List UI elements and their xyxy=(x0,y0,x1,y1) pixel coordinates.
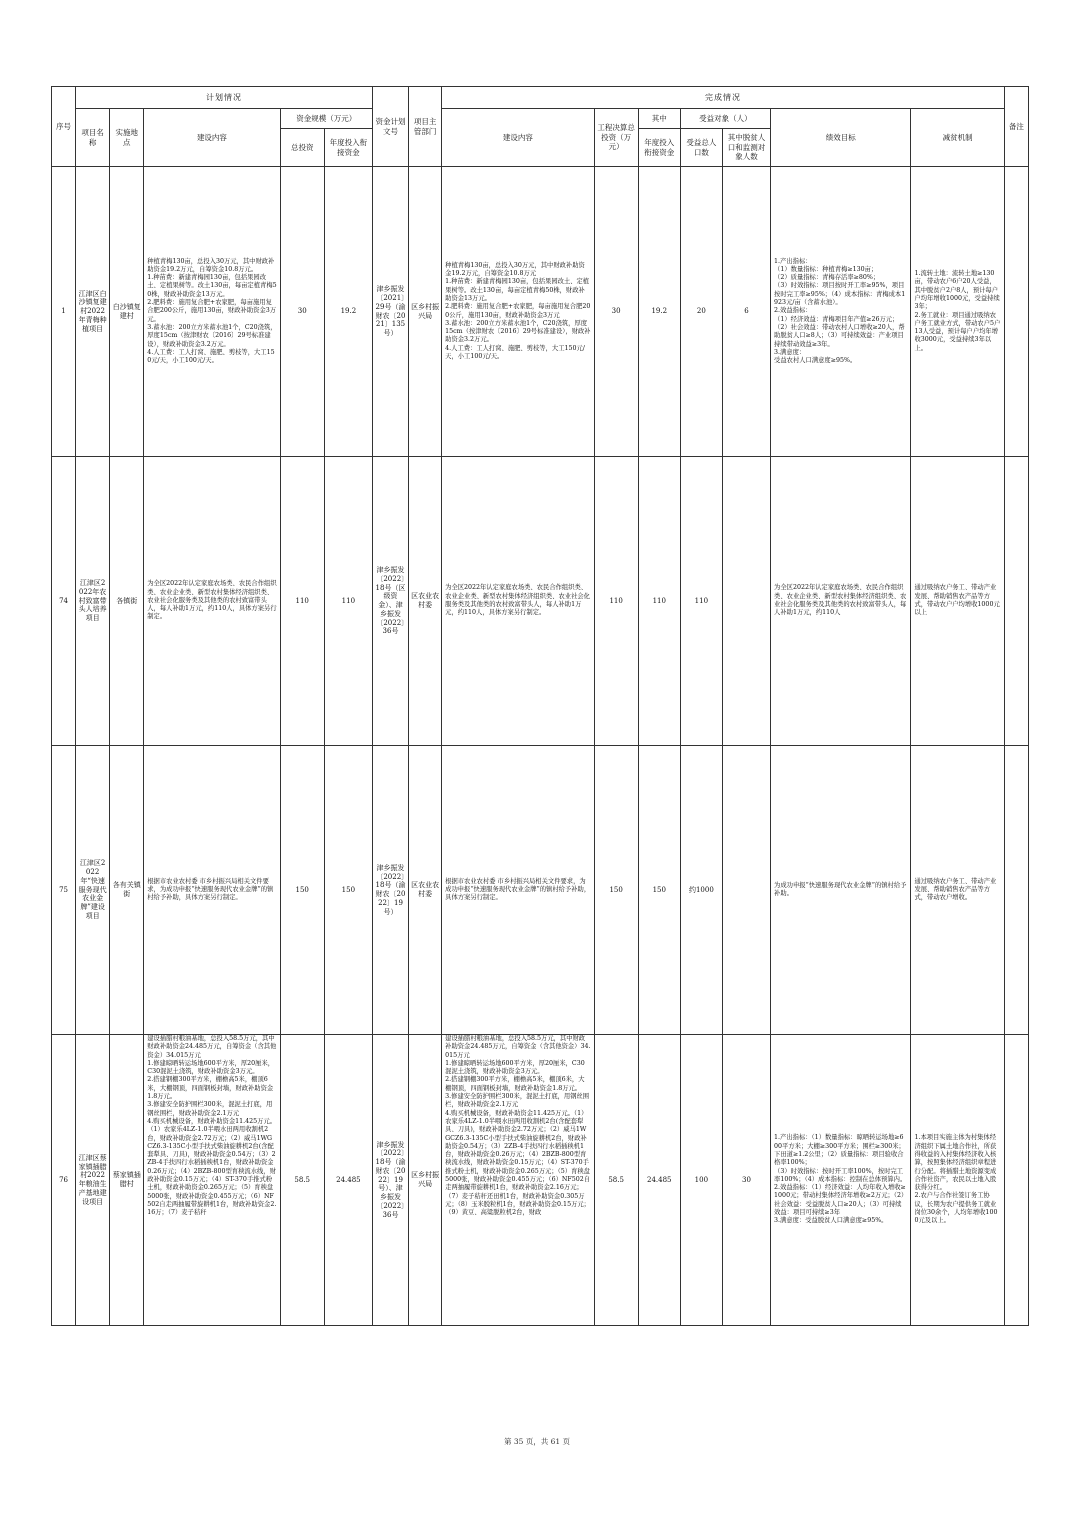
cell-seq: 74 xyxy=(52,457,76,746)
col-among: 其中 xyxy=(638,109,680,129)
cell-dept: 区农业农村委 xyxy=(409,457,442,746)
cell-dept: 区农业农村委 xyxy=(409,746,442,1035)
cell-benef-total: 100 xyxy=(680,1035,722,1326)
col-location: 实施地点 xyxy=(110,109,144,167)
cell-name: 江津区白沙镇复建村2022年青梅种植项目 xyxy=(76,167,110,457)
col-fund-scale: 资金规模（万元） xyxy=(280,109,372,129)
table-row xyxy=(52,457,1029,746)
cell-remark xyxy=(1004,457,1028,746)
cell-content: 建设插腊村粮油基地，总投入58.5万元，其中财政补助资金24.485万元，自筹资金（含其他资金）34.015万元 1.修建晾晒转运场地600平方米，厚20厘米，C30混泥土浇筑，财政补助资金3万元。 2.搭建钢棚300平方米，棚檐高5米，棚顶6米，大棚钢顶，四面钢板封墙，财政补助资金1.8万元。 3.修建安全防护围栏300米，混泥土打底，用钢丝围栏，财政补助资金2.1万元 4.购买机械设备，财政补助资金11.425万元。（1）农家乐4LZ-1.0半喂水田两用收割机2台，财政补助资金2.72万元；（2）威马1WGCZ6.3-135C小型手扶式柴油旋耕机2台(含配套犁具、刀具)，财政补助资金0.54万；（3）2ZB-4手扶四行水稻插秧机1台，财政补助资金0.26万元；（4）2BZB-800型育秧流水线，财政补助资金0.15万元；（4）ST-370手推式粉土机，财政补助资金0.265万元；（5）育秧盘5000张，财政补助资金0.455万元；（6）NF502自走两抽履带旋耕机1台，财政补助资金2.16万；（7）麦子秸秆 xyxy=(144,1035,280,1326)
cell-settle: 58.5 xyxy=(594,1035,638,1326)
cell-settle: 150 xyxy=(594,746,638,1035)
cell-settle: 30 xyxy=(594,167,638,457)
cell-annual: 19.2 xyxy=(324,167,372,457)
cell-annual-done: 150 xyxy=(638,746,680,1035)
cell-mechanism: 1.本项目实施主体为村集体经济组织下属土地合作社，所获得收益的入村集体经济收入核算，按照集体经济组织章程进行分配。将插腊土地资源变成合作社资产，农民以土地入股获得分红。 2.农户与合作社签订务工协议，长期为农户提供务工就业岗位30余个，人均年增收1000元及以上。 xyxy=(911,1035,1004,1326)
cell-annual-done: 110 xyxy=(638,457,680,746)
cell-content-done: 建设插腊村粮油基地，总投入58.5万元，其中财政补助资金24.485万元，自筹资金（含其他资金）34.015万元 1.修建晾晒转运场地600平方米，厚20厘米，C30混泥土浇筑，财政补助资金3万元。 2.搭建钢棚300平方米，棚檐高5米，棚顶6米，大棚钢顶，四面钢板封墙，财政补助资金1.8万元。 3.修建安全防护围栏300米，混泥土打底，用钢丝围栏，财政补助资金2.1万元 4.购买机械设备，财政补助资金11.425万元。（1）农家乐4LZ-1.0半喂水田两用收割机2台(含配套犁具、刀具)，财政补助资金2.72万元；（2）威马1WGCZ6.3-135C小型手扶式柴油旋耕机2台，财政补助资金0.54万；（3）2ZB-4手扶四行水稻插秧机1台，财政补助资金0.26万元；（4）2BZB-800型育秧流水线，财政补助资金0.15万元；（4）ST-370手推式粉土机，财政补助资金0.265万元；（5）育秧盘5000张，财政补助资金0.455万元；（6）NF502自走两抽履带旋耕机1台，财政补助资金2.16万元；（7）麦子秸秆还田机1台，财政补助资金0.305万元；（8）玉米脱粒机1台，财政补助资金0.15万元；（9）黄豆、高粱脱粒机2台，财政 xyxy=(442,1035,594,1326)
cell-goals: 1.产出指标： （1）数量指标：种植青梅≥130亩； （2）质量指标：青梅存活率≥80%； （3）时效指标：项目按时开工率≥95%，项目按时完工率≥95%；（4）成本指标：青梅成本1923元/亩（含蓄水池）。 2.效益指标： （1）经济效益：青梅项目年产值≥26万元；（2）社会效益：带动农村人口增收≥20人，帮助脱贫人口≥8人；（3）可持续效益：产业项目持续带动效益≥3年。 3.满意度： 受益农村人口满意度≥95%。 xyxy=(771,167,911,457)
cell-benef-total: 约1000 xyxy=(680,746,722,1035)
cell-benef-poor: 6 xyxy=(722,167,770,457)
cell-doc: 津乡振发〔2021〕29号（渝财农〔2021〕135号） xyxy=(372,167,408,457)
table-row xyxy=(52,167,1029,457)
col-remark: 备注 xyxy=(1004,87,1028,167)
cell-mechanism: 1.流转土地：流转土地≥130亩，带动农户6户20人受益，其中脱贫户2户8人，预计每户户均年增收1000元，受益持续3年； 2.务工就业：项目通过吸纳农户务工就业方式，带动农户5户13人受益，预计每户户均年增收3000元，受益持续3年以上。 xyxy=(911,167,1004,457)
cell-mechanism: 通过吸纳农户务工、带动产业发展、帮助销售农产品等方式，带动农户户均增收1000元以上 xyxy=(911,457,1004,746)
cell-location: 各有关镇街 xyxy=(110,746,144,1035)
col-seq: 序号 xyxy=(52,87,76,167)
col-beneficiaries: 受益对象（人） xyxy=(680,109,770,129)
cell-content-done: 为全区2022年认定家庭农场类、农民合作组织类、农业企业类、新型农村集体经济组织类、农业社会化服务类及其他类的农村致富带头人，每人补助1万元，约110人，具体方案另行制定。 xyxy=(442,457,594,746)
cell-location: 白沙镇复建村 xyxy=(110,167,144,457)
cell-remark xyxy=(1004,746,1028,1035)
group-plan: 计划情况 xyxy=(76,87,373,109)
cell-seq: 76 xyxy=(52,1035,76,1326)
cell-benef-poor: 30 xyxy=(722,1035,770,1326)
cell-annual-done: 24.485 xyxy=(638,1035,680,1326)
cell-remark xyxy=(1004,167,1028,457)
cell-location: 各镇街 xyxy=(110,457,144,746)
header-row-1 xyxy=(52,87,1029,109)
cell-content-done: 根据市农业农村委 市乡村振兴局相关文件要求，为成功申报“快速服务现代农业金牌”的镇村给予补助，具体方案另行制定。 xyxy=(442,746,594,1035)
group-complete: 完成情况 xyxy=(442,87,1005,109)
col-mechanism: 减贫机制 xyxy=(911,109,1004,167)
col-benef-total: 受益总人口数 xyxy=(680,129,722,167)
cell-mechanism: 通过吸纳农户务工、带动产业发展、帮助销售农产品等方式，带动农户增收。 xyxy=(911,746,1004,1035)
cell-doc: 津乡振发〔2022〕18号（区级资金）、津乡振发〔2022〕36号 xyxy=(372,457,408,746)
cell-goals: 为全区2022年认定家庭农场类、农民合作组织类、农业企业类、新型农村集体经济组织类、农业社会化服务类及其他类的农村致富带头人，每人补助1万元，约110人 xyxy=(771,457,911,746)
col-plan-doc: 资金计划文号 xyxy=(372,87,408,167)
project-table xyxy=(51,86,1029,1326)
cell-annual: 24.485 xyxy=(324,1035,372,1326)
col-total-invest: 总投资 xyxy=(280,129,324,167)
cell-goals: 1.产出指标：（1）数量指标：晾晒转运场地≥600平方米；大棚≥300平方米；围栏≥300米；下田道≥1.2公里；（2）质量指标：项目验收合格率100%； （3）时效指标：按时开工率100%，按时完工率100%；（4）成本指标：控制在总体预算内。 2.效益指标：（1）经济效益：人均年收入增收≥1000元；带动村集体经济年增收≥2万元；（2）社会效益：受益脱贫人口≥20人；（3）可持续效益：项目可持续≥3年 3.满意度：受益脱贫人口满意度≥95%。 xyxy=(771,1035,911,1326)
cell-benef-total: 20 xyxy=(680,167,722,457)
cell-doc: 津乡振发〔2022〕18号（渝财农〔2022〕19号） xyxy=(372,746,408,1035)
cell-seq: 75 xyxy=(52,746,76,1035)
cell-content: 根据市农业农村委 市乡村振兴局相关文件要求，为成功申报“快速服务现代农业金牌”的镇村给予补助，具体方案另行制定。 xyxy=(144,746,280,1035)
cell-name: 江津区2022年农村致富带头人培养项目 xyxy=(76,457,110,746)
col-benef-poor: 其中脱贫人口和监测对象人数 xyxy=(722,129,770,167)
cell-seq: 1 xyxy=(52,167,76,457)
cell-dept: 区乡村振兴局 xyxy=(409,167,442,457)
cell-annual-done: 19.2 xyxy=(638,167,680,457)
header-row-2 xyxy=(52,109,1029,129)
cell-annual: 110 xyxy=(324,457,372,746)
cell-total: 150 xyxy=(280,746,324,1035)
col-goals: 绩效目标 xyxy=(771,109,911,167)
cell-content: 种植青梅130亩，总投入30万元，其中财政补助资金19.2万元，自筹资金10.8万元。 1.种苗费：新建青梅园130亩，包括果园改土、定植果树等。改土130亩，每亩定植青梅50株，财政补助资金13万元。 2.肥料费：施用复合肥+农家肥，每亩施用复合肥200公斤，施用130亩，财政补助资金3万元。 3.蓄水池：200立方米蓄水池1个，C20浇筑，厚度15cm（按津财农〔2016〕29号标准建设），财政补助资金3.2万元。 4.人工费：工人打窝、施肥、剪枝等，大工150元/天，小工100元/天。 xyxy=(144,167,280,457)
cell-content-done: 种植青梅130亩，总投入30万元，其中财政补助资金19.2万元，自筹资金10.8万元 1.种苗费：新建青梅园130亩，包括果园改土、定植果树等。改土130亩，每亩定植青梅50株，财政补助资金13万元。 2.肥料费：施用复合肥+农家肥，每亩施用复合肥200公斤，施用130亩，财政补助资金3万元 3.蓄水池：200立方米蓄水池1个，C20浇筑，厚度15cm（按津财农〔2016〕29号标准建设），财政补助资金3.2万元。 4.人工费：工人打窝、施肥、剪枝等，大工150元/天，小工100元/天。 xyxy=(442,167,594,457)
col-settlement: 工程决算总投资（万元） xyxy=(594,109,638,167)
col-project-name: 项目名称 xyxy=(76,109,110,167)
cell-content: 为全区2022年认定家庭农场类、农民合作组织类、农业企业类、新型农村集体经济组织类、农业社会化服务类及其他类的农村致富带头人，每人补助1万元，约110人，具体方案另行制定。 xyxy=(144,457,280,746)
table-row xyxy=(52,1035,1029,1326)
col-construction: 建设内容 xyxy=(144,109,280,167)
cell-total: 58.5 xyxy=(280,1035,324,1326)
cell-name: 江津区蔡家镇插腊村2022年粮油生产基地建设项目 xyxy=(76,1035,110,1326)
cell-goals: 为成功申报“快速服务现代农业金牌”的镇村给予补助。 xyxy=(771,746,911,1035)
cell-annual: 150 xyxy=(324,746,372,1035)
cell-total: 30 xyxy=(280,167,324,457)
cell-location: 蔡家镇插腊村 xyxy=(110,1035,144,1326)
cell-dept: 区乡村振兴局 xyxy=(409,1035,442,1326)
cell-remark xyxy=(1004,1035,1028,1326)
table-row xyxy=(52,746,1029,1035)
page-number: 第 35 页，共 61 页 xyxy=(503,1437,571,1446)
cell-doc: 津乡振发〔2022〕18号（渝财农〔2022〕19号）、津乡振发〔2022〕36号 xyxy=(372,1035,408,1326)
col-dept: 项目主管部门 xyxy=(409,87,442,167)
cell-benef-poor xyxy=(722,457,770,746)
col-construction-done: 建设内容 xyxy=(442,109,594,167)
cell-benef-total: 110 xyxy=(680,457,722,746)
cell-settle: 110 xyxy=(594,457,638,746)
col-annual-link: 年度投入衔接资金 xyxy=(324,129,372,167)
cell-name: 江津区2022年“快速服务现代农业金牌”建设项目 xyxy=(76,746,110,1035)
cell-benef-poor xyxy=(722,746,770,1035)
col-annual-link-done: 年度投入衔接资金 xyxy=(638,129,680,167)
cell-total: 110 xyxy=(280,457,324,746)
